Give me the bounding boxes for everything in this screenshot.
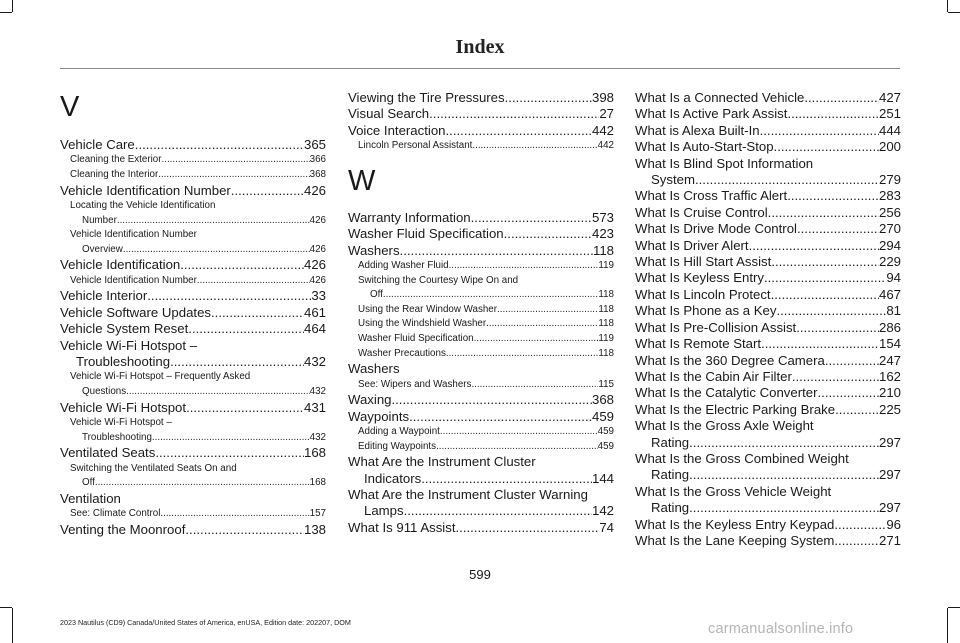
- entry-page-number: 366: [309, 154, 326, 166]
- entry-page-number: 442: [597, 140, 614, 152]
- index-subentry: [60, 168, 326, 183]
- entry-title: Cleaning the Interior: [70, 169, 159, 180]
- index-entry: [635, 238, 901, 254]
- entry-title: Editing Waypoints: [358, 440, 437, 452]
- entry-title: Vehicle Identification Number: [60, 182, 231, 198]
- dot-leader: [188, 321, 304, 337]
- dot-leader: [797, 221, 879, 237]
- entry-title: Troubleshooting: [82, 431, 152, 443]
- index-entry: [635, 287, 901, 303]
- page-number: 599: [469, 567, 491, 582]
- dot-leader: [760, 123, 879, 139]
- entry-title: Lincoln Personal Assistant: [358, 140, 473, 152]
- index-entry: [635, 106, 901, 122]
- dot-leader: [162, 153, 310, 168]
- index-entry: [635, 205, 901, 221]
- index-subentry: [60, 153, 326, 168]
- dot-leader: [818, 385, 879, 401]
- entry-page-number: 157: [309, 508, 326, 520]
- index-subentry: [348, 440, 614, 455]
- index-entry: [348, 210, 614, 226]
- index-entry-heading: What Is the Gross Axle Weight: [635, 418, 814, 434]
- entry-title: What Is Lincoln Protect: [635, 286, 771, 302]
- dot-leader: [834, 533, 879, 549]
- entry-page-number: 200: [878, 139, 901, 155]
- entry-page-number: 74: [599, 519, 614, 535]
- entry-page-number: 279: [878, 172, 901, 188]
- entry-title: What Is Phone as a Key: [635, 303, 777, 319]
- dot-leader: [446, 123, 592, 139]
- index-entry: [635, 188, 901, 204]
- entry-page-number: 247: [878, 352, 901, 368]
- index-subentry: [60, 507, 326, 522]
- entry-title: Vehicle Care: [60, 137, 135, 152]
- dot-leader: [504, 226, 592, 242]
- entry-page-number: 118: [598, 318, 614, 330]
- index-entry-heading: Vehicle Wi-Fi Hotspot –: [60, 337, 198, 353]
- crop-mark-bottom-right-h: [948, 607, 960, 608]
- dot-leader: [158, 168, 309, 183]
- index-entry: [60, 400, 326, 416]
- entry-title: What Is the Cabin Air Filter: [635, 368, 792, 384]
- dot-leader: [768, 205, 879, 221]
- entry-page-number: 365: [303, 137, 326, 152]
- crop-mark-bottom-left: [12, 608, 13, 643]
- dot-leader: [471, 210, 592, 226]
- dot-leader: [400, 243, 593, 259]
- index-subentry-heading: Switching the Ventilated Seats On and: [70, 462, 237, 474]
- index-entry: [60, 137, 326, 153]
- index-entry: [348, 106, 614, 122]
- entry-page-number: 144: [591, 470, 614, 486]
- entry-title: What Is the Catalytic Converter: [635, 385, 818, 401]
- entry-page-number: 210: [878, 385, 901, 401]
- index-subentry: [60, 274, 326, 289]
- entry-page-number: 162: [878, 368, 901, 384]
- dot-leader: [126, 385, 310, 400]
- entry-title: Vehicle Wi-Fi Hotspot: [60, 399, 187, 415]
- index-entry: [635, 90, 901, 106]
- index-entry: [348, 409, 614, 425]
- dot-leader: [152, 431, 310, 446]
- crop-mark-bottom-right: [947, 608, 948, 643]
- watermark: carmanualsonline.info: [708, 621, 854, 637]
- entry-title: See: Wipers and Washers: [358, 378, 472, 390]
- entry-page-number: 27: [599, 106, 614, 122]
- entry-page-number: 432: [309, 386, 326, 397]
- entry-title: What Is Drive Mode Control: [635, 221, 797, 237]
- index-entry: [348, 503, 614, 519]
- entry-page-number: 225: [878, 401, 901, 417]
- index-subentry: [348, 288, 614, 303]
- entry-page-number: 270: [878, 221, 901, 237]
- index-entry: [635, 517, 901, 533]
- dot-leader: [170, 354, 304, 370]
- dot-leader: [792, 369, 879, 385]
- index-entry: [635, 369, 901, 385]
- entry-page-number: 119: [598, 260, 614, 272]
- entry-page-number: 432: [303, 354, 326, 369]
- entry-title: What Is Cruise Control: [635, 204, 768, 220]
- index-entry: [635, 270, 901, 286]
- entry-page-number: 229: [878, 254, 901, 270]
- dot-leader: [147, 288, 311, 304]
- dot-leader: [787, 188, 879, 204]
- index-entry: [635, 435, 901, 451]
- index-subentry: [60, 243, 326, 258]
- entry-title: Troubleshooting: [76, 354, 171, 369]
- index-subentry: [60, 476, 326, 491]
- index-subentry: [348, 303, 614, 318]
- dot-leader: [449, 259, 599, 274]
- entry-page-number: 271: [878, 532, 901, 548]
- index-letter-heading: W: [348, 164, 376, 197]
- dot-leader: [771, 254, 879, 270]
- dot-leader: [472, 139, 597, 154]
- entry-title: Vehicle Identification: [60, 257, 181, 273]
- entry-page-number: 168: [309, 477, 326, 489]
- entry-page-number: 96: [886, 516, 901, 532]
- dot-leader: [155, 445, 304, 461]
- entry-title: Vehicle Software Updates: [60, 304, 212, 320]
- dot-leader: [197, 274, 310, 289]
- index-entry-heading: What Is the Gross Combined Weight: [635, 450, 849, 466]
- dot-leader: [804, 90, 879, 106]
- entry-title: Overview: [82, 243, 123, 255]
- entry-title: Number: [82, 214, 117, 226]
- dot-leader: [160, 507, 309, 522]
- index-entry: [635, 139, 901, 155]
- entry-page-number: 283: [878, 188, 901, 204]
- crop-mark-top-left: [12, 0, 13, 12]
- index-entry: [635, 402, 901, 418]
- entry-title: Vehicle System Reset: [60, 321, 189, 337]
- entry-title: Visual Search: [348, 106, 430, 122]
- index-entry: [635, 385, 901, 401]
- entry-page-number: 426: [309, 243, 326, 255]
- index-subentry: [348, 259, 614, 274]
- entry-page-number: 94: [886, 270, 901, 286]
- crop-mark-bottom-left-h: [0, 607, 12, 608]
- index-entry: [60, 354, 326, 370]
- entry-page-number: 251: [878, 106, 901, 122]
- dot-leader: [761, 336, 879, 352]
- dot-leader: [695, 172, 879, 188]
- dot-leader: [440, 425, 598, 440]
- index-subentry: [60, 214, 326, 229]
- entry-title: What is Alexa Built-In: [635, 122, 760, 138]
- dot-leader: [123, 243, 310, 258]
- index-entry-heading: What Are the Instrument Cluster Warning: [348, 487, 588, 502]
- dot-leader: [771, 287, 879, 303]
- crop-mark-top-right-h: [948, 12, 960, 13]
- entry-page-number: 459: [597, 440, 614, 452]
- index-entry: [635, 353, 901, 369]
- dot-leader: [474, 332, 599, 347]
- index-entry: [635, 254, 901, 270]
- index-subentry: [60, 431, 326, 446]
- entry-title: Warranty Information: [348, 209, 471, 225]
- entry-title: What Is Auto-Start-Stop: [635, 139, 774, 155]
- dot-leader: [180, 257, 304, 273]
- dot-leader: [456, 520, 600, 536]
- index-entry: [635, 320, 901, 336]
- entry-page-number: 142: [591, 503, 614, 519]
- index-entry-heading: What Are the Instrument Cluster: [348, 454, 536, 470]
- index-entry: [635, 533, 901, 549]
- index-entry: [635, 500, 901, 516]
- index-entry: [635, 336, 901, 352]
- dot-leader: [186, 400, 304, 416]
- entry-title: Washer Fluid Specification: [348, 226, 504, 242]
- entry-page-number: 119: [598, 333, 614, 344]
- entry-page-number: 256: [878, 204, 901, 220]
- entry-title: Washer Precautions: [358, 347, 446, 359]
- index-entry: [348, 392, 614, 408]
- entry-page-number: 398: [591, 90, 614, 105]
- entry-page-number: 297: [878, 467, 901, 483]
- index-subentry: [348, 425, 614, 440]
- index-entry: [348, 226, 614, 242]
- entry-title: What Is Pre-Collision Assist: [635, 319, 797, 335]
- dot-leader: [776, 303, 886, 319]
- index-entry: [60, 305, 326, 321]
- entry-page-number: 294: [878, 237, 901, 253]
- entry-page-number: 138: [303, 521, 326, 537]
- index-entry: [348, 243, 614, 259]
- crop-mark-top-left-h: [0, 12, 12, 13]
- entry-page-number: 464: [303, 321, 326, 337]
- index-entry: [635, 221, 901, 237]
- index-entry: [348, 471, 614, 487]
- dot-leader: [409, 409, 592, 425]
- entry-title: Waxing: [348, 392, 392, 408]
- entry-page-number: 427: [878, 90, 901, 105]
- entry-title: What Is Hill Start Assist: [635, 254, 772, 270]
- dot-leader: [689, 435, 879, 451]
- dot-leader: [689, 467, 879, 483]
- entry-title: See: Climate Control: [70, 508, 161, 520]
- entry-title: Rating: [651, 434, 690, 450]
- dot-leader: [486, 317, 598, 332]
- entry-page-number: 426: [303, 257, 326, 273]
- entry-page-number: 81: [886, 303, 901, 319]
- footer-edition-text: 2023 Nautilus (CD9) Canada/United States of America, enUSA, Edition date: 202207, DOM: [60, 618, 351, 627]
- entry-page-number: 286: [878, 319, 901, 335]
- index-letter-heading: V: [60, 91, 80, 123]
- index-subentry: [348, 347, 614, 362]
- entry-page-number: 459: [597, 426, 614, 437]
- index-entry: [348, 520, 614, 536]
- entry-page-number: 297: [878, 500, 901, 516]
- entry-title: Ventilated Seats: [60, 445, 156, 461]
- index-entry: [60, 522, 326, 538]
- index-subentry: [60, 385, 326, 400]
- entry-page-number: 33: [311, 288, 326, 304]
- index-subentry: [348, 332, 614, 347]
- index-entry: [60, 445, 326, 461]
- index-subentry-heading: Vehicle Wi-Fi Hotspot –: [70, 417, 172, 428]
- index-entry: [635, 303, 901, 319]
- index-entry: [635, 123, 901, 139]
- index-entry-heading: Washers: [348, 361, 400, 377]
- entry-title: What Is 911 Assist: [348, 519, 456, 535]
- entry-title: What Is the 360 Degree Camera: [635, 352, 825, 368]
- entry-page-number: 426: [303, 182, 326, 198]
- dot-leader: [135, 137, 304, 153]
- crop-mark-top-right: [947, 0, 948, 12]
- header-rule: [60, 68, 900, 69]
- dot-leader: [787, 106, 879, 122]
- entry-title: Questions: [82, 386, 127, 397]
- entry-page-number: 467: [878, 286, 901, 302]
- index-entry: [60, 257, 326, 273]
- index-entry: [60, 321, 326, 337]
- entry-title: Off: [82, 477, 95, 489]
- index-entry-heading: What Is the Gross Vehicle Weight: [635, 483, 832, 499]
- entry-page-number: 431: [303, 399, 326, 415]
- entry-title: Rating: [651, 500, 690, 516]
- entry-title: Adding a Waypoint: [358, 426, 440, 437]
- entry-page-number: 297: [878, 434, 901, 450]
- entry-page-number: 368: [591, 392, 614, 408]
- entry-page-number: 426: [309, 214, 326, 226]
- entry-title: What Is Remote Start: [635, 336, 762, 352]
- entry-page-number: 154: [878, 336, 901, 352]
- dot-leader: [436, 440, 598, 455]
- entry-title: What Is the Lane Keeping System: [635, 532, 835, 548]
- entry-page-number: 432: [309, 431, 326, 443]
- index-entry: [348, 90, 614, 106]
- entry-title: Off: [370, 289, 383, 301]
- dot-leader: [471, 378, 598, 393]
- dot-leader: [231, 183, 304, 199]
- index-subentry-heading: Switching the Courtesy Wipe On and: [358, 274, 519, 286]
- dot-leader: [835, 402, 879, 418]
- entry-title: Waypoints: [348, 408, 410, 424]
- entry-title: Washer Fluid Specification: [358, 333, 474, 344]
- entry-page-number: 459: [591, 408, 614, 424]
- entry-page-number: 423: [591, 226, 614, 242]
- entry-page-number: 444: [878, 122, 901, 138]
- page-title: Index: [455, 36, 505, 58]
- dot-leader: [825, 353, 879, 369]
- index-subentry: [348, 378, 614, 393]
- entry-page-number: 118: [598, 289, 614, 301]
- entry-title: Voice Interaction: [348, 122, 446, 138]
- entry-page-number: 573: [591, 209, 614, 225]
- entry-title: Cleaning the Exterior: [70, 154, 162, 166]
- dot-leader: [764, 270, 886, 286]
- index-entry: [635, 467, 901, 483]
- entry-title: System: [651, 172, 695, 188]
- dot-leader: [505, 90, 592, 106]
- dot-leader: [749, 238, 879, 254]
- entry-title: Indicators: [364, 470, 422, 486]
- index-entry: [635, 172, 901, 188]
- dot-leader: [185, 522, 304, 538]
- entry-title: What Is Cross Traffic Alert: [635, 188, 788, 204]
- index-entry: [60, 288, 326, 304]
- dot-leader: [383, 288, 598, 303]
- index-subentry: [348, 317, 614, 332]
- entry-page-number: 168: [303, 445, 326, 461]
- index-entry-heading: What Is Blind Spot Information: [635, 155, 814, 171]
- entry-title: What Is the Keyless Entry Keypad: [635, 516, 835, 532]
- dot-leader: [834, 517, 886, 533]
- entry-page-number: 368: [309, 169, 326, 180]
- entry-page-number: 115: [598, 378, 614, 390]
- dot-leader: [95, 476, 310, 491]
- entry-page-number: 118: [598, 303, 614, 315]
- dot-leader: [689, 500, 879, 516]
- entry-title: Viewing the Tire Pressures: [348, 90, 505, 105]
- index-subentry-heading: Vehicle Wi-Fi Hotspot – Frequently Asked: [70, 371, 251, 383]
- entry-title: Vehicle Interior: [60, 288, 148, 304]
- entry-page-number: 118: [592, 242, 614, 258]
- entry-page-number: 426: [309, 274, 326, 286]
- entry-page-number: 442: [591, 122, 614, 138]
- index-subentry: [348, 139, 614, 154]
- index-entry-heading: Ventilation: [60, 490, 121, 506]
- entry-title: What Is Active Park Assist: [635, 106, 788, 122]
- index-subentry-heading: Vehicle Identification Number: [70, 229, 197, 241]
- dot-leader: [497, 303, 598, 318]
- dot-leader: [391, 392, 592, 408]
- dot-leader: [429, 106, 599, 122]
- dot-leader: [421, 471, 592, 487]
- index-subentry-heading: Locating the Vehicle Identification: [70, 200, 216, 211]
- entry-title: Rating: [651, 467, 690, 483]
- dot-leader: [211, 305, 304, 321]
- index-entry: [60, 183, 326, 199]
- entry-title: Adding Washer Fluid: [358, 260, 449, 272]
- entry-title: Venting the Moonroof: [60, 521, 186, 537]
- dot-leader: [446, 347, 599, 362]
- dot-leader: [774, 139, 879, 155]
- entry-title: What Is the Electric Parking Brake: [635, 401, 836, 417]
- entry-title: Vehicle Identification Number: [70, 274, 197, 286]
- dot-leader: [796, 320, 879, 336]
- entry-title: Washers: [348, 242, 400, 258]
- entry-title: What Is Keyless Entry: [635, 270, 764, 286]
- index-column-1: [60, 90, 326, 538]
- index-entry: [348, 123, 614, 139]
- dot-leader: [117, 214, 310, 229]
- dot-leader: [404, 503, 592, 519]
- index-column-2: [348, 90, 614, 536]
- entry-title: Using the Windshield Washer: [358, 318, 487, 330]
- index-column-3: [635, 90, 901, 549]
- entry-page-number: 461: [303, 304, 326, 320]
- entry-page-number: 118: [598, 347, 614, 359]
- entry-title: Lamps: [364, 503, 404, 519]
- entry-title: What Is a Connected Vehicle: [635, 90, 805, 105]
- entry-title: What Is Driver Alert: [635, 237, 749, 253]
- entry-title: Using the Rear Window Washer: [358, 303, 498, 315]
